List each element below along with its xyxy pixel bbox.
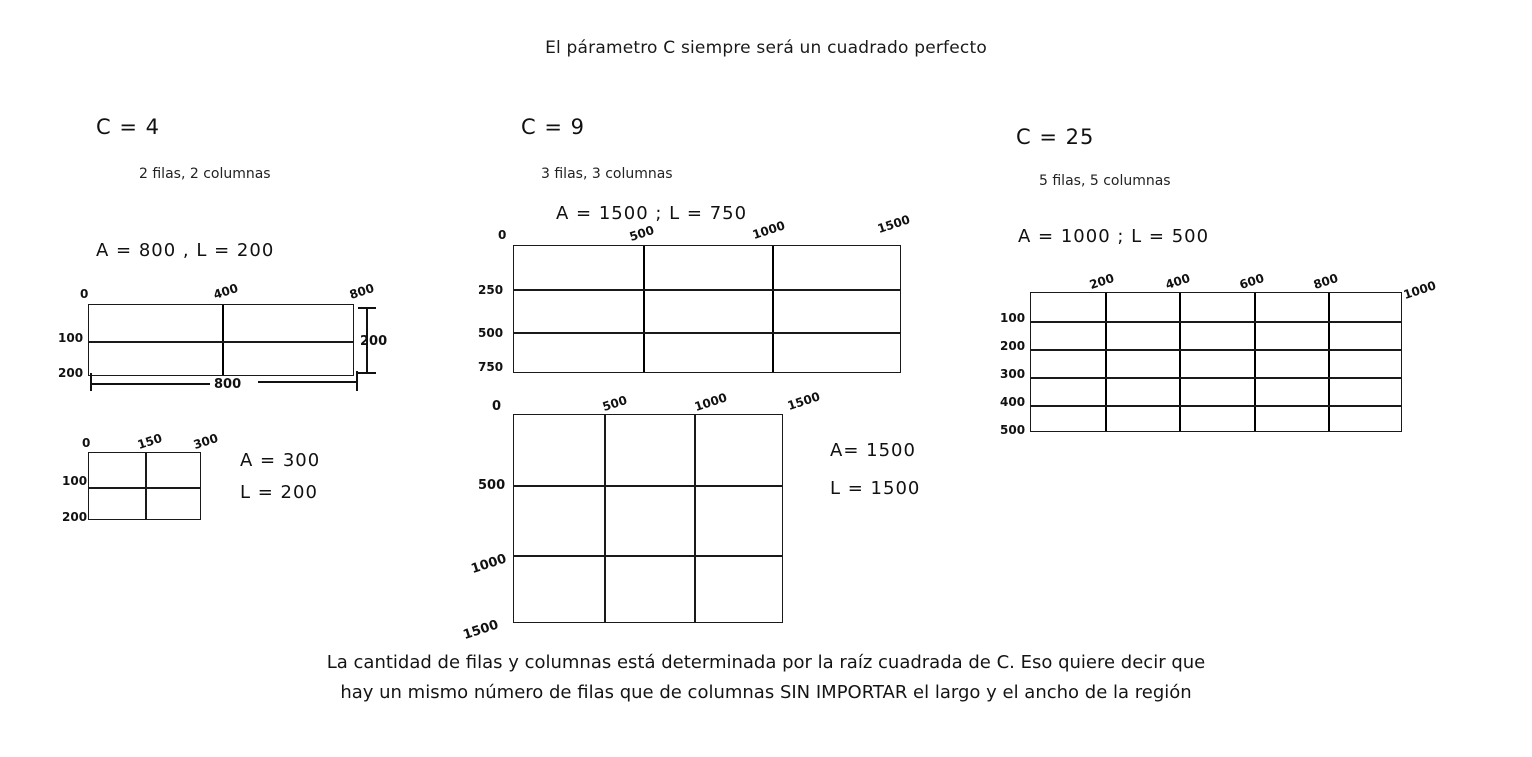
grid-vline <box>1328 293 1330 431</box>
ytick: 750 <box>478 360 504 374</box>
xtick: 800 <box>347 280 376 302</box>
footer-line-1: La cantidad de filas y columnas está determinada por la raíz cuadrada de C. Eso quiere decir que <box>326 652 1206 673</box>
width-dim-value: 800 <box>214 377 242 392</box>
grid-vline <box>1105 293 1107 431</box>
example-1-grid-2-a-label: A = 300 <box>240 450 321 471</box>
grid-vline <box>145 453 147 519</box>
grid-hline <box>514 332 900 334</box>
grid-vline <box>1179 293 1181 431</box>
xtick: 200 <box>1087 270 1116 292</box>
grid-c9-1500x1500 <box>513 414 783 623</box>
grid-hline <box>514 555 782 557</box>
grid-hline <box>1031 405 1401 407</box>
example-2-c-label: C = 9 <box>521 115 585 139</box>
grid-vline <box>604 415 606 622</box>
page-title: El párametro C siempre será un cuadrado perfecto <box>545 38 987 58</box>
height-dim-cap-bottom <box>358 372 376 374</box>
ytick: 200 <box>1000 339 1026 353</box>
example-2-grid-2-a-label: A= 1500 <box>830 440 916 461</box>
width-dimension-bar-right <box>258 381 358 383</box>
example-1-sub-label: 2 filas, 2 columnas <box>139 166 271 182</box>
example-3-sub-label: 5 filas, 5 columnas <box>1039 173 1171 189</box>
grid-hline <box>89 487 200 489</box>
height-dim-value: 200 <box>360 334 388 349</box>
xtick: 400 <box>211 280 240 302</box>
xtick: 1000 <box>750 218 787 242</box>
xtick: 500 <box>627 222 656 244</box>
ytick: 200 <box>58 366 84 380</box>
xtick: 1000 <box>1401 278 1438 302</box>
grid-hline <box>89 341 353 343</box>
ytick: 100 <box>1000 311 1026 325</box>
example-2-sub-label: 3 filas, 3 columnas <box>541 166 673 182</box>
grid-c9-1500x750 <box>513 245 901 373</box>
grid-hline <box>1031 377 1401 379</box>
example-2-grid-1-al-label: A = 1500 ; L = 750 <box>556 203 748 224</box>
ytick: 1500 <box>461 617 501 643</box>
ytick: 500 <box>1000 423 1026 437</box>
ytick: 1000 <box>469 551 509 577</box>
xtick: 300 <box>191 430 220 452</box>
grid-vline <box>694 415 696 622</box>
xtick: 1000 <box>692 390 729 414</box>
xtick: 150 <box>135 430 164 452</box>
footer-line-2: hay un mismo número de filas que de columnas SIN IMPORTAR el largo y el ancho de la región <box>340 682 1192 703</box>
xtick: 400 <box>1163 270 1192 292</box>
ytick: 400 <box>1000 395 1026 409</box>
ytick: 500 <box>478 478 506 493</box>
xtick: 0 <box>492 399 502 414</box>
xtick: 600 <box>1237 270 1266 292</box>
xtick: 1500 <box>875 212 912 236</box>
width-dim-cap-left <box>90 373 92 391</box>
example-1-c-label: C = 4 <box>96 115 160 139</box>
xtick: 500 <box>600 392 629 414</box>
grid-vline <box>222 305 224 375</box>
xtick: 0 <box>80 287 89 301</box>
ytick: 100 <box>62 474 88 488</box>
grid-vline <box>1254 293 1256 431</box>
example-3-grid-1-al-label: A = 1000 ; L = 500 <box>1018 226 1210 247</box>
grid-hline <box>1031 349 1401 351</box>
ytick: 200 <box>62 510 88 524</box>
ytick: 100 <box>58 331 84 345</box>
ytick: 500 <box>478 326 504 340</box>
example-1-grid-1-al-label: A = 800 , L = 200 <box>96 240 275 261</box>
xtick: 0 <box>498 228 507 242</box>
xtick: 0 <box>82 436 91 450</box>
grid-hline <box>1031 321 1401 323</box>
grid-vline <box>772 246 774 372</box>
grid-c4-800x200 <box>88 304 354 376</box>
height-dim-cap-top <box>358 307 376 309</box>
grid-hline <box>514 485 782 487</box>
grid-c4-300x200 <box>88 452 201 520</box>
xtick: 1500 <box>785 389 822 413</box>
grid-hline <box>514 289 900 291</box>
xtick: 800 <box>1311 270 1340 292</box>
example-2-grid-2-l-label: L = 1500 <box>830 478 921 499</box>
grid-c25-1000x500 <box>1030 292 1402 432</box>
ytick: 250 <box>478 283 504 297</box>
ytick: 300 <box>1000 367 1026 381</box>
example-1-grid-2-l-label: L = 200 <box>240 482 318 503</box>
example-3-c-label: C = 25 <box>1016 125 1095 149</box>
width-dimension-bar-left <box>90 383 210 385</box>
grid-vline <box>643 246 645 372</box>
